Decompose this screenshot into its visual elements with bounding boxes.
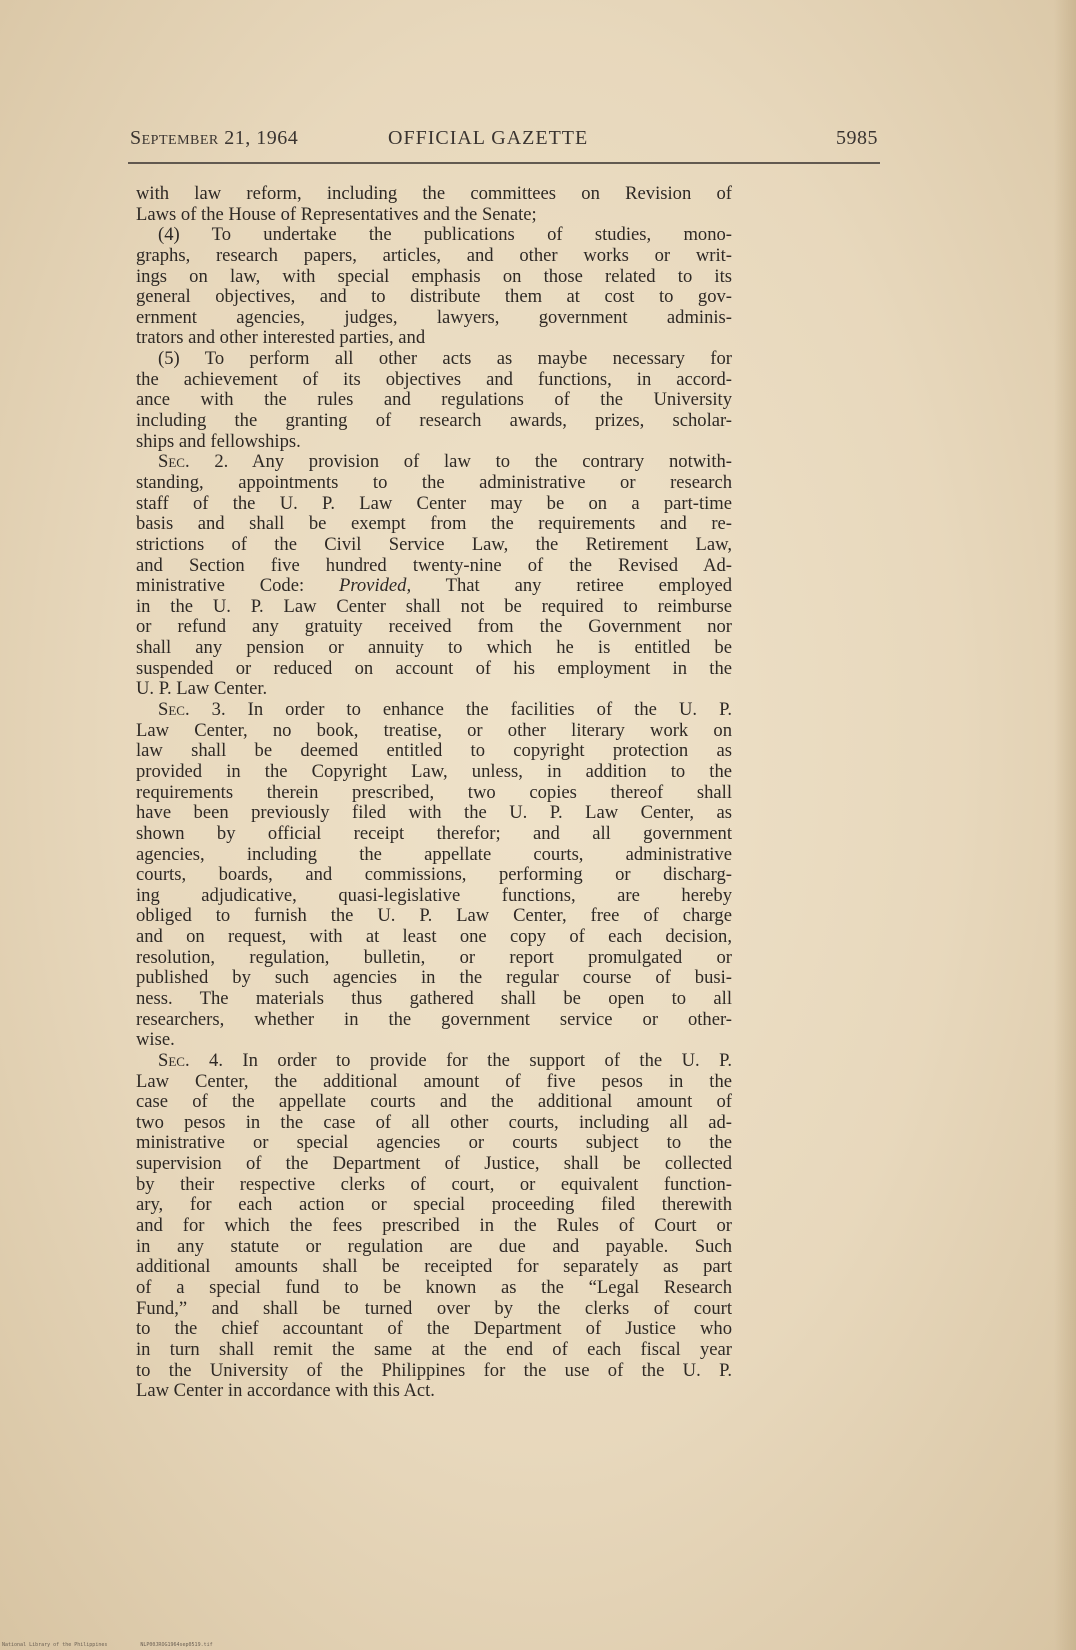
text-line: general objectives, and to distribute them at cost to gov- — [136, 286, 732, 308]
header-date: September 21, 1964 — [130, 127, 299, 149]
header-rule — [128, 162, 880, 164]
text-line: trators and other interested parties, and — [136, 327, 426, 349]
text-line: requirements therein prescribed, two copies thereof shall — [136, 781, 732, 803]
text-line: (5) To perform all other acts as maybe necessary for — [158, 348, 732, 370]
page-number: 5985 — [836, 127, 878, 149]
footer-file: NLP00JROG1964sep0519.tif — [140, 1642, 213, 1648]
text-line: resolution, regulation, bulletin, or report promulgated or — [136, 946, 732, 968]
text-line: Law Center in accordance with this Act. — [136, 1380, 435, 1402]
text-line: ernment agencies, judges, lawyers, government adminis- — [136, 306, 732, 328]
text-line: Fund,” and shall be turned over by the clerks of court — [136, 1297, 732, 1319]
text-line: and for which the fees prescribed in the Rules of Court or — [136, 1215, 732, 1237]
text-line: staff of the U. P. Law Center may be on a part-time — [136, 492, 732, 514]
section-text: 4. In order to provide for the support of the U. P. — [189, 1049, 732, 1071]
text-line: Laws of the House of Representatives and the Senate; — [136, 203, 537, 225]
text-line: with law reform, including the committees on Revision of — [136, 183, 732, 204]
section-text: 2. Any provision of law to the contrary notwith- — [189, 451, 732, 473]
text-line: courts, boards, and commissions, performing or discharg- — [136, 864, 732, 886]
text-line: ings on law, with special emphasis on those related to its — [136, 265, 732, 287]
text-line: and Section five hundred twenty-nine of the Revised Ad- — [136, 554, 732, 576]
text-line: the achievement of its objectives and functions, in accord- — [136, 368, 732, 390]
text-line: basis and shall be exempt from the requirements and re- — [136, 513, 732, 535]
text-line: ships and fellowships. — [136, 430, 301, 452]
text-line: ance with the rules and regulations of the University — [136, 389, 732, 411]
text-line: in turn shall remit the same at the end of each fiscal year — [136, 1338, 732, 1360]
section-label: Sec. — [158, 1049, 190, 1071]
running-header — [130, 127, 878, 155]
text-line: obliged to furnish the U. P. Law Center, free of charge — [136, 905, 732, 927]
text-fragment: That any retiree employed — [411, 575, 732, 597]
text-line: provided in the Copyright Law, unless, in addition to the — [136, 760, 732, 782]
text-line: or refund any gratuity received from the Government nor — [136, 616, 732, 638]
page-edge-shadow — [1054, 0, 1076, 1650]
text-line: in any statute or regulation are due and payable. Such — [136, 1235, 732, 1257]
text-line: published by such agencies in the regular course of busi- — [136, 967, 732, 989]
text-line: additional amounts shall be receipted for separately as part — [136, 1256, 732, 1278]
text-line: by their respective clerks of court, or equivalent function- — [136, 1173, 732, 1195]
text-line: supervision of the Department of Justice, shall be collected — [136, 1153, 732, 1175]
text-line: shown by official receipt therefor; and all government — [136, 822, 732, 844]
text-line: and on request, with at least one copy of each decision, — [136, 926, 732, 948]
section-line — [136, 1051, 732, 1072]
section-text: 3. In order to enhance the facilities of the U. P. — [189, 699, 732, 721]
text-line — [136, 576, 732, 597]
text-line: two pesos in the case of all other courts, including all ad- — [136, 1111, 732, 1133]
footer-source: National Library of the Philippines — [2, 1642, 108, 1648]
text-line: U. P. Law Center. — [136, 678, 268, 700]
text-line: standing, appointments to the administrative or research — [136, 471, 732, 493]
header-title: OFFICIAL GAZETTE — [388, 127, 589, 149]
text-line: Law Center, no book, treatise, or other literary work on — [136, 719, 732, 741]
text-line: law shall be deemed entitled to copyright protection as — [136, 740, 732, 762]
text-line: of a special fund to be known as the “Legal Research — [136, 1276, 732, 1298]
text-line: Law Center, the additional amount of five pesos in the — [136, 1070, 732, 1092]
section-line — [136, 452, 732, 473]
text-line: researchers, whether in the government service or other- — [136, 1008, 732, 1030]
text-line: in the U. P. Law Center shall not be required to reimburse — [136, 595, 732, 617]
section-line — [136, 700, 732, 721]
text-line: ary, for each action or special proceeding filed therewith — [136, 1194, 732, 1216]
text-line: to the University of the Philippines for the use of the U. P. — [136, 1359, 732, 1381]
text-line: have been previously filed with the U. P. Law Center, as — [136, 802, 732, 824]
text-line: ness. The materials thus gathered shall be open to all — [136, 987, 732, 1009]
text-line: ministrative or special agencies or courts subject to the — [136, 1132, 732, 1154]
italic-proviso: Provided, — [338, 575, 412, 597]
section-label: Sec. — [158, 451, 190, 473]
scan-footer — [2, 1642, 243, 1648]
text-line: including the granting of research awards, prizes, scholar- — [136, 410, 732, 432]
text-line: suspended or reduced on account of his employment in the — [136, 657, 732, 679]
text-line: agencies, including the appellate courts, administrative — [136, 843, 732, 865]
section-label: Sec. — [158, 699, 190, 721]
text-line: graphs, research papers, articles, and other works or writ- — [136, 244, 732, 266]
body-text — [136, 184, 732, 1402]
text-line: (4) To undertake the publications of studies, mono- — [158, 224, 732, 246]
text-line: ing adjudicative, quasi-legislative functions, are hereby — [136, 884, 732, 906]
text-fragment: ministrative Code: — [136, 575, 339, 597]
text-line: shall any pension or annuity to which he is entitled be — [136, 637, 732, 659]
text-line: to the chief accountant of the Department of Justice who — [136, 1318, 732, 1340]
text-line: case of the appellate courts and the additional amount of — [136, 1091, 732, 1113]
text-line: strictions of the Civil Service Law, the Retirement Law, — [136, 533, 732, 555]
text-line: wise. — [136, 1029, 175, 1051]
